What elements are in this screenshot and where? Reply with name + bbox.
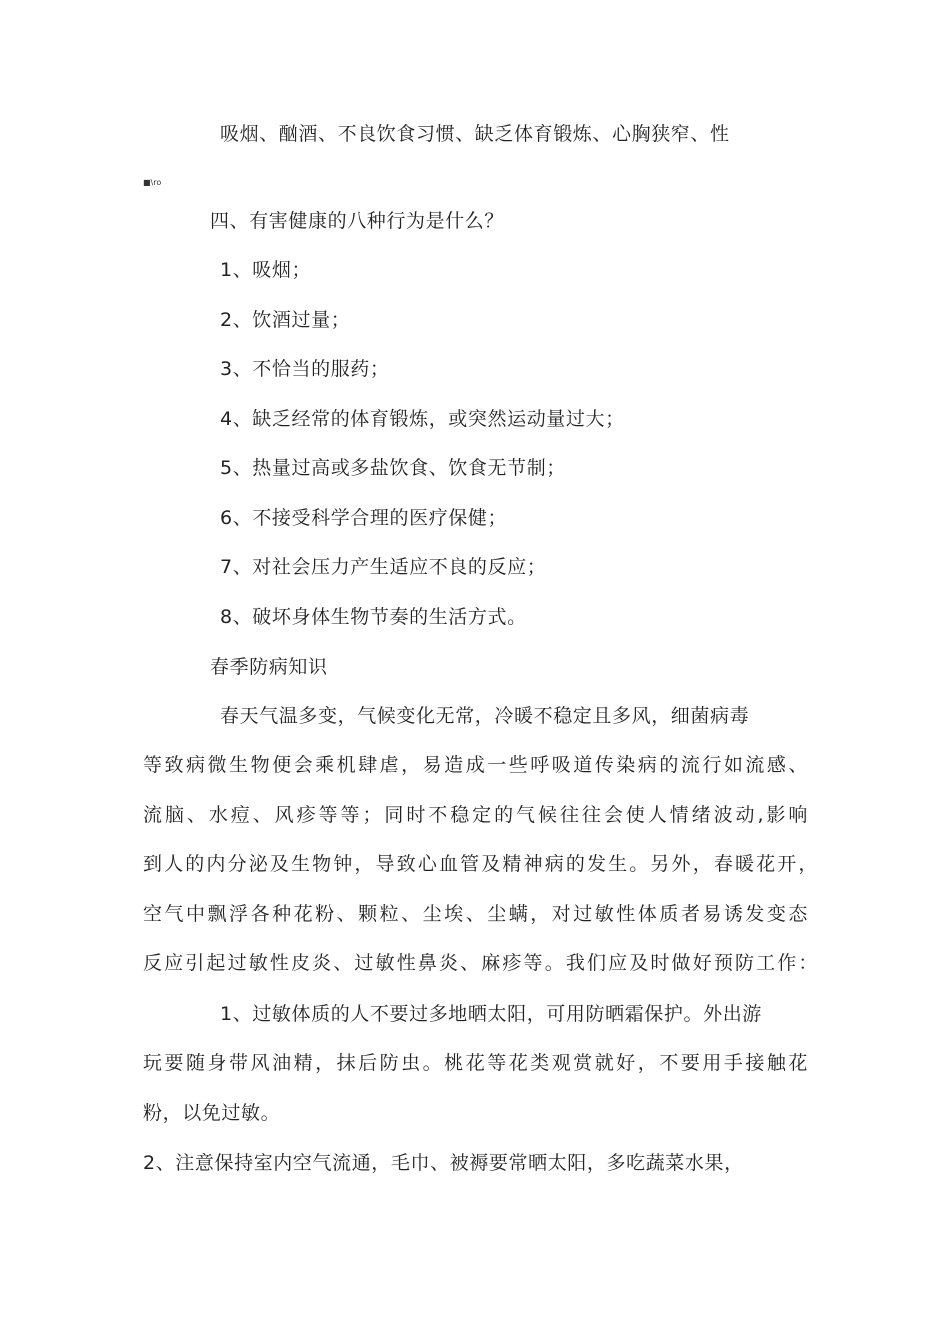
list-item: 1、吸烟； [220,259,312,281]
paragraph-line: 等致病微生物便会乘机肆虐，易造成一些呼吸道传染病的流行如流感、 [143,754,808,776]
list-item: 5、热量过高或多盐饮食、饮食无节制； [220,457,566,479]
paragraph-line: 流脑、水痘、风疹等等；同时不稳定的气候往往会使人情绪波动,影响 [143,804,808,826]
paragraph-line: 玩要随身带风油精，抹后防虫。桃花等花类观赏就好，不要用手接触花 [143,1052,808,1074]
paragraph-line: 1、过敏体质的人不要过多地晒太阳，可用防晒霜保护。外出游 [220,1003,762,1025]
text-line: 吸烟、酗酒、不良饮食习惯、缺乏体育锻炼、心胸狭窄、性 [220,123,730,145]
list-item: 2、饮酒过量； [220,309,351,331]
paragraph-line: 到人的内分泌及生物钟，导致心血管及精神病的发生。另外，春暖花开， [143,853,818,875]
list-item: 3、不恰当的服药； [220,358,390,380]
text-artifact: ■\ro [143,178,162,187]
paragraph-line: 空气中飘浮各种花粉、颗粒、尘埃、尘螨，对过敏性体质者易诱发变态 [143,903,808,925]
section-heading: 四、有害健康的八种行为是什么？ [210,210,505,232]
paragraph-line: 春天气温多变，气候变化无常，冷暖不稳定且多风，细菌病毒 [220,705,750,727]
paragraph-line: 2、注意保持室内空气流通，毛巾、被褥要常晒太阳，多吃蔬菜水果， [143,1152,744,1174]
paragraph-line: 反应引起过敏性皮炎、过敏性鼻炎、麻疹等。我们应及时做好预防工作： [143,952,818,974]
list-item: 4、缺乏经常的体育锻炼，或突然运动量过大； [220,408,625,430]
list-item: 7、对社会压力产生适应不良的反应； [220,556,547,578]
list-item: 6、不接受科学合理的医疗保健； [220,507,508,529]
paragraph-line: 粉，以免过敏。 [143,1102,281,1124]
section-heading: 春季防病知识 [210,656,328,678]
list-item: 8、破坏身体生物节奏的生活方式。 [220,606,527,628]
